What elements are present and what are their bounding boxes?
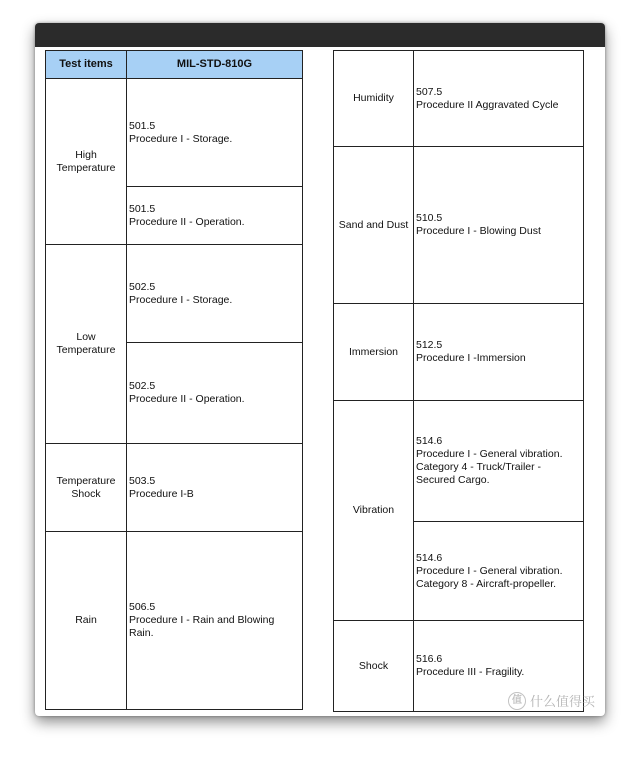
table-row [334, 147, 584, 304]
procedure-code: 516.6 [416, 653, 443, 665]
table-row [46, 245, 303, 343]
header-standard: MIL-STD-810G [127, 51, 303, 79]
procedure-text: Procedure I - Blowing Dust [416, 225, 541, 237]
procedure-text: Procedure I -Immersion [416, 352, 526, 364]
procedure-cell [414, 147, 584, 304]
procedure-code: 512.5 [416, 339, 443, 351]
procedure-text: Procedure I - Storage. [129, 293, 233, 306]
table-header-row [46, 51, 303, 79]
procedure-code: 501.5 [129, 119, 156, 132]
procedure-code: 507.5 [416, 85, 443, 98]
procedure-cell [127, 245, 303, 343]
procedure-cell [414, 304, 584, 401]
test-item-cell: Sand and Dust [334, 147, 414, 304]
procedure-code: 501.5 [129, 202, 156, 215]
test-item-cell: Low Temperature [46, 245, 127, 444]
table-row [46, 532, 303, 710]
test-item-cell: Humidity [334, 51, 414, 147]
test-item-cell: Shock [334, 621, 414, 712]
procedure-text: Procedure I - Rain and Blowing Rain. [129, 614, 275, 639]
watermark-logo-icon: 值 [508, 692, 526, 710]
table-row [46, 444, 303, 532]
procedure-code: 510.5 [416, 212, 443, 224]
procedure-text: Procedure II - Operation. [129, 215, 245, 228]
test-table-right [333, 50, 584, 712]
table-row [334, 304, 584, 401]
table-row [334, 51, 584, 147]
procedure-cell [127, 79, 303, 187]
procedure-text: Procedure II - Operation. [129, 393, 245, 405]
procedure-text: Procedure III - Fragility. [416, 666, 525, 678]
test-table-left [45, 50, 303, 710]
watermark [508, 691, 595, 710]
watermark-text: 什么值得买 [529, 694, 595, 709]
procedure-code: 502.5 [129, 380, 156, 392]
window-titlebar [35, 23, 605, 47]
procedure-text: Procedure I-B [129, 487, 194, 500]
procedure-cell [414, 401, 584, 522]
table-row [334, 401, 584, 522]
header-test-items: Test items [46, 51, 127, 79]
table-row [46, 79, 303, 187]
test-item-cell: Vibration [334, 401, 414, 621]
procedure-cell [127, 187, 303, 245]
document-window [35, 23, 605, 716]
procedure-cell [414, 522, 584, 621]
procedure-code: 503.5 [129, 474, 156, 487]
procedure-code: 502.5 [129, 280, 156, 293]
procedure-code: 514.6 [416, 435, 443, 447]
procedure-text: Procedure I - General vibration. Category 4 - Truck/Trailer - Secured Cargo. [416, 448, 563, 486]
procedure-cell [127, 532, 303, 710]
test-item-cell: High Temperature [46, 79, 127, 245]
procedure-cell [127, 444, 303, 532]
procedure-cell [127, 343, 303, 444]
test-item-cell: Immersion [334, 304, 414, 401]
procedure-text: Procedure I - General vibration. Category 8 - Aircraft-propeller. [416, 564, 563, 590]
procedure-cell [414, 51, 584, 147]
test-item-cell: Rain [46, 532, 127, 710]
procedure-code: 506.5 [129, 601, 156, 613]
procedure-text: Procedure II Aggravated Cycle [416, 98, 559, 111]
procedure-text: Procedure I - Storage. [129, 132, 233, 145]
test-item-cell: Temperature Shock [46, 444, 127, 532]
procedure-code: 514.6 [416, 551, 443, 564]
